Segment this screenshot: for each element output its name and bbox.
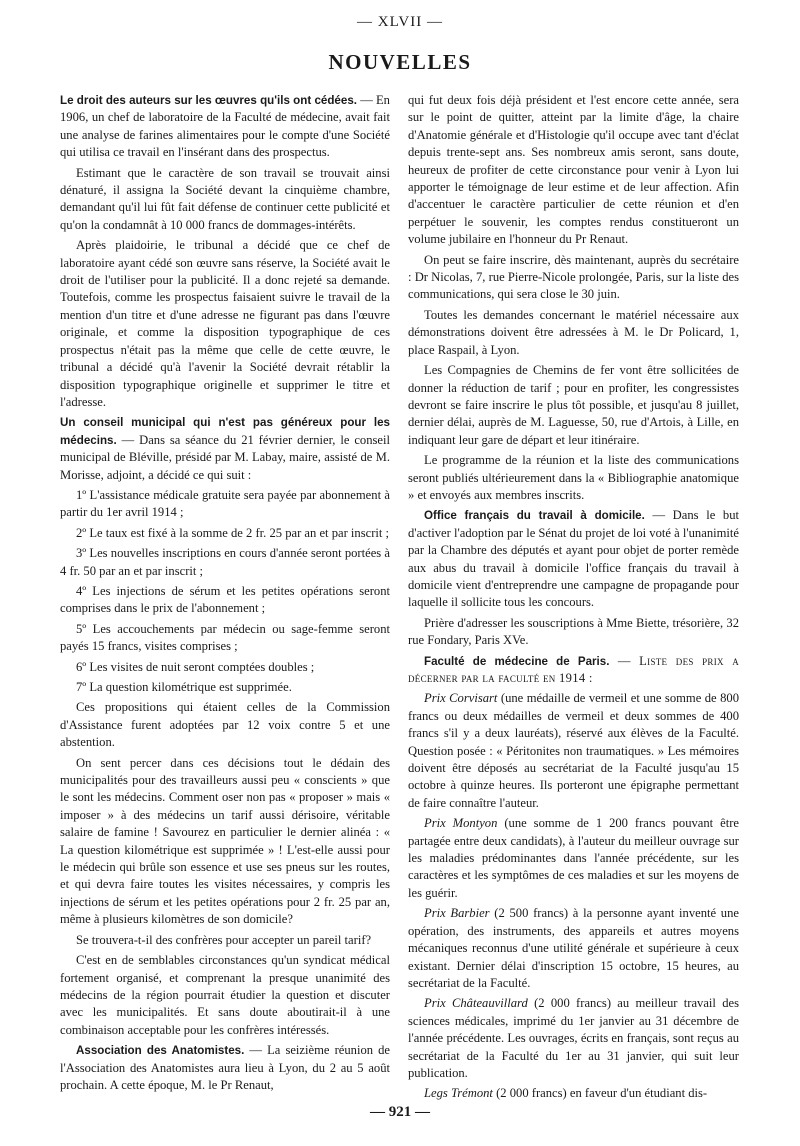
article-auteurs-intro: Le droit des auteurs sur les œuvres qu'ils ont cédées. — En 1906, un chef de laboratoire de la Faculté de médecine, avait fait une analyse de farines alimentaires pour le compte d'une Société qui utilisa ce travail en l'insérant dans des prospectus.: [60, 93, 390, 160]
prize-name: Prix Barbier: [424, 906, 490, 921]
paragraph: Après plaidoirie, le tribunal a décidé que ce chef de laboratoire ayant cédé son œuvre sans réserve, la Société avait le droit de l'utiliser pour la publicité. Il a donc rejeté sa demande. Toutefois, comme les prospectus faisaient suivre le travail de la mention d'un titre et d'une adresse ne figurant pas dans l'œuvre originale, et comme la disposition typographique de ces prospectus n'était pas la même que celle de cette œuvre, le tribunal a décidé qu'à l'avenir la Société devrait rétablir la disposition typographique originelle et supprimer le titre et l'adresse.: [60, 238, 390, 409]
prize-tremont: Legs Trémont (2 000 francs) en faveur d'un étudiant dis-: [424, 1086, 708, 1101]
article-conseil-intro: Un conseil municipal qui n'est pas généreux pour les médecins. — Dans sa séance du 21 février dernier, le conseil municipal de Bléville, présidé par M. Labay, maire, assisté de M. Morisse, adjoint, a décidé ce qui suit :: [60, 416, 390, 482]
article-anatomistes-intro: Association des Anatomistes. — La seizième réunion de l'Association des Anatomistes aura lieu à Lyon, du 2 au 5 août prochain. A cette époque, M. le Pr Renaut,: [60, 1043, 390, 1092]
prize-name: Prix Châteauvillard: [424, 996, 528, 1011]
paragraph: C'est en de semblables circonstances qu'un syndicat médical fortement organisé, et comprenant la presque unanimité des médecins de la région pourrait étudier la question et discuter avec les municipalités. Et sans doute aboutirait-il à une combinaison acceptable pour les confrères intéressés.: [60, 953, 390, 1037]
paragraph: Les Compagnies de Chemins de fer vont être sollicitées de donner la réduction de tarif ; pour en profiter, les congressistes devront se faire inscrire le plus tôt possible, et jusqu'au 8 juillet, dernier délai, auprès de M. Laguesse, 50, rue d'Artois, à Lille, en indiquant leur gare de départ et leur itinéraire.: [408, 363, 739, 447]
left-column: [60, 92, 390, 1097]
list-item: 3º Les nouvelles inscriptions en cours d'année seront portées à 4 fr. 50 par an et par inscrit ;: [60, 546, 390, 578]
paragraph: On peut se faire inscrire, dès maintenant, auprès du secrétaire : Dr Nicolas, 7, rue Pierre-Nicole prolongée, Paris, sur la liste des communications, qui sera close le 30 juin.: [408, 252, 739, 302]
page-title: NOUVELLES: [328, 50, 472, 74]
prize-name: Prix Montyon: [424, 816, 498, 831]
prize-name: Legs Trémont: [424, 1086, 493, 1101]
prize-name: Prix Corvisart: [424, 691, 498, 706]
list-item: 6º Les visites de nuit seront comptées doubles ;: [76, 659, 315, 674]
paragraph: Se trouvera-t-il des confrères pour accepter un pareil tarif?: [76, 932, 372, 947]
list-item: 5º Les accouchements par médecin ou sage-femme seront payés 15 francs, visites comprises ;: [60, 621, 390, 654]
article-office-intro: Office français du travail à domicile. — Dans le but d'activer l'adoption par le Sénat du projet de loi voté à l'unanimité par la Chambre des députés et ayant pour objet de porter remède aux abus du travail à domicile l'office français du travail à domicile vient d'entreprendre une campagne de propagande pour laquelle il sollicite tous les concours.: [408, 508, 739, 610]
right-column: [408, 92, 739, 1106]
paragraph: Estimant que le caractère de son travail se trouvait ainsi dénaturé, il assigna la Société devant la cinquième chambre, demandant qu'il lui fût fait défense de continuer cette publicité et qu'on la condamnât à 10 000 francs de dommages-intérêts.: [60, 165, 390, 232]
list-item: 7º La question kilométrique est supprimée.: [76, 680, 292, 694]
prize-montyon: Prix Montyon (une somme de 1 200 francs pouvant être partagée entre deux candidats), à l'auteur du meilleur ouvrage sur les maladies prédominantes dans l'année précédente, sur les caractères et les symptômes de ces maladies et sur les moyens de les guérir.: [408, 816, 739, 900]
heading-conseil: Un conseil municipal qui n'est pas généreux pour les médecins.: [60, 416, 390, 447]
paragraph: Le programme de la réunion et la liste des communications seront publiés ultérieurement dans la « Bibliographie anatomique » et envoyés aux membres inscrits.: [408, 453, 739, 502]
heading-anatomistes: Association des Anatomistes.: [76, 1044, 245, 1058]
list-item: 1º L'assistance médicale gratuite sera payée par abonnement à partir du 1er avril 1914 ;: [60, 487, 390, 520]
heading-office: Office français du travail à domicile.: [424, 509, 645, 523]
paragraph: Toutes les demandes concernant le matériel nécessaire aux démonstrations doivent être adressées à M. le Dr Policard, 1, place Raspail, à Lyon.: [408, 307, 739, 357]
paragraph: qui fut deux fois déjà président et l'est encore cette année, sera sur le point de quitter, atteint par la limite d'âge, la chaire d'Anatomie générale et d'Histologie qu'il occupe avec tant d'éclat depuis trente-sept ans. Ses nombreux amis seront, sans doute, heureux de profiter de cette circonstance pour venir à Lyon lui apporter le témoignage de leur estime et de leur affection. Afin d'accentuer le caractère particulier de cette réunion et d'en perpétuer le souvenir, les comptes rendus constitueront un volume jubilaire en l'honneur du Pr Renaut.: [408, 93, 739, 247]
prize-barbier: Prix Barbier (2 500 francs) à la personne ayant inventé une opération, des instruments, des appareils et autres moyens mécaniques reconnus d'une utilité générale et supérieure à ceux existant. Dernier délai d'inscription 15 octobre, 15 heures, au secrétariat de la Faculté.: [408, 906, 739, 990]
list-item: 2º Le taux est fixé à la somme de 2 fr. 25 par an et par inscrit ;: [76, 525, 390, 540]
heading-faculte: Faculté de médecine de Paris.: [424, 654, 610, 668]
paragraph: On sent percer dans ces décisions tout le dédain des municipalités pour des travailleurs aussi peu « conscients » que le sont les médecins. Comment oser non pas « proposer » mais « imposer » à des médecins un tarif aussi dérisoire, véritable salaire de famine ! Savourez en particulier le dernier alinéa : « La question kilométrique est supprimée » ! L'est-elle aussi pour le médecin qui brûle son essence et use ses pneus sur les routes, et qui devra faire toutes les visites nécessaires, y compris les injections de sérum et les petites opérations pour 2 fr. 25 par an, même à plusieurs kilomètres de son domicile?: [60, 755, 390, 927]
prize-corvisart: Prix Corvisart (une médaille de vermeil et une somme de 800 francs ou deux médailles de vermeil et deux sommes de 400 francs s'il y a deux lauréats), réservé aux élèves de la Faculté. Question posée : « Péritonites non traumatiques. » Les mémoires doivent être déposés au secrétariat de la Faculté jusqu'au 15 octobre à quinze heures. Ils porteront une épigraphe permettant de faire connaître l'auteur.: [408, 691, 739, 810]
page-number: — 921 —: [370, 1104, 430, 1120]
page-header: — XLVII —: [357, 14, 443, 30]
prize-chateauvillard: Prix Châteauvillard (2 000 francs) au meilleur travail des sciences médicales, imprimé du 1er janvier au 31 décembre de l'année précédente. Les ouvrages, écrits en français, sont reçus au secrétariat de la Faculté du 1er au 31 janvier, qui suit leur publication.: [408, 996, 740, 1080]
paragraph: Ces propositions qui étaient celles de la Commission d'Assistance furent adoptées par 12 voix contre 5 et une abstention.: [60, 700, 390, 750]
paragraph: Prière d'adresser les souscriptions à Mme Biette, trésorière, 32 rue Fondary, Paris XVe.: [408, 615, 739, 648]
subheading-liste-prix: — Liste des prix a décerner par la faculté en 1914 :: [408, 653, 739, 685]
article-faculte-intro: [408, 653, 739, 688]
list-item: 4º Les injections de sérum et les petites opérations seront comprises dans le prix de l'abonnement ;: [60, 583, 390, 616]
heading-auteurs: Le droit des auteurs sur les œuvres qu'ils ont cédées.: [60, 94, 357, 107]
